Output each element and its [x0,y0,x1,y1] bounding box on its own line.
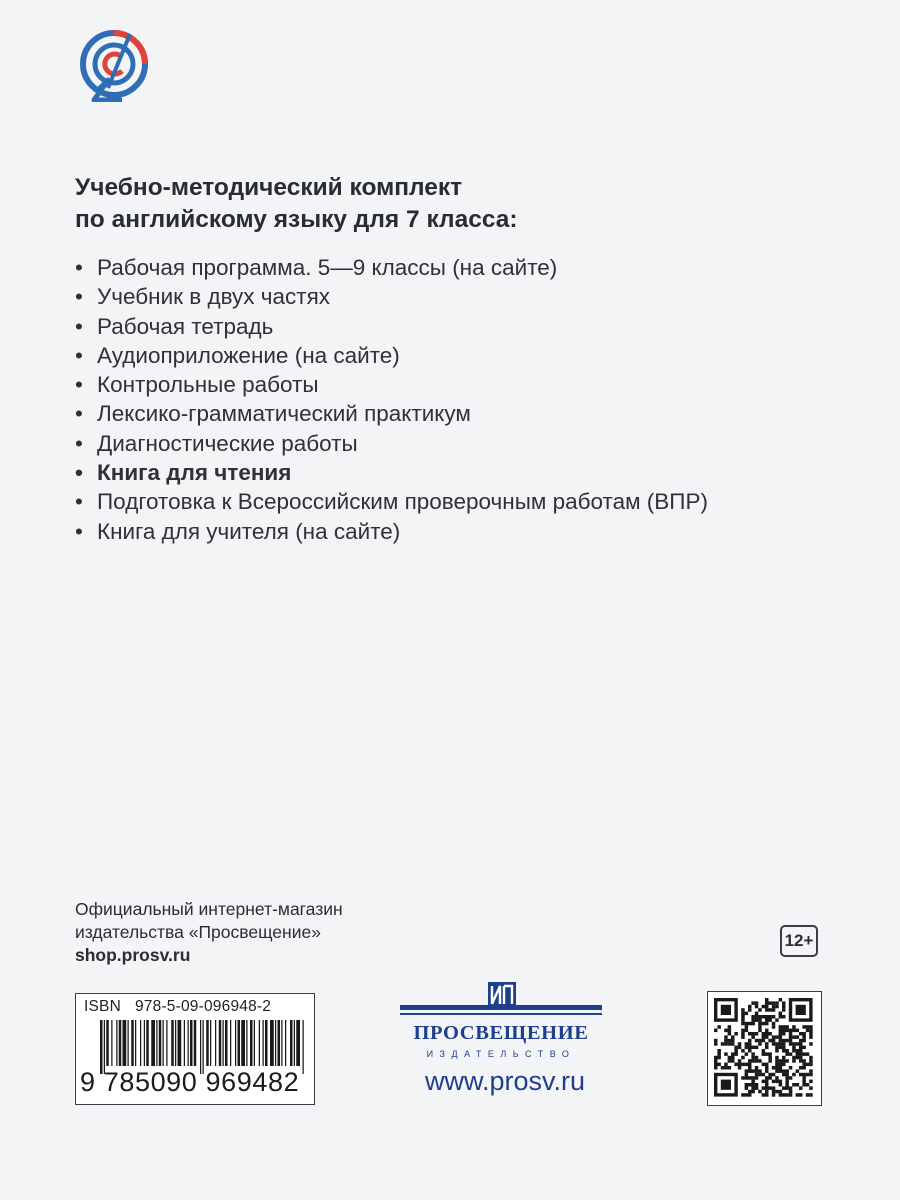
shop-line-2: издательства «Просвещение» [75,922,321,942]
list-item-highlighted [75,458,875,487]
publisher-subtitle: ИЗДАТЕЛЬСТВО [426,1049,576,1059]
kit-heading-line-1: Учебно-методический комплект [75,174,463,201]
bullet: • [75,284,83,310]
list-item-label: Рабочая программа. 5—9 классы (на сайте) [97,255,558,280]
age-rating-badge: 12+ [780,925,818,957]
kit-heading-line-2: по английскому языку для 7 класса: [75,206,518,233]
list-item [75,253,875,282]
kit-heading [75,172,835,236]
online-shop-info [75,898,495,967]
list-item-label: Лексико-грамматический практикум [97,401,471,427]
bullet: • [75,255,83,280]
isbn-barcode [75,993,315,1105]
isbn-label: ISBN [84,998,121,1015]
shop-line-1: Официальный интернет-магазин [75,899,343,919]
list-item-label: Аудиоприложение (на сайте) [97,342,400,368]
list-item [75,399,875,428]
list-item [75,370,875,399]
publisher-block [400,980,610,1105]
list-item-label: Учебник в двух частях [97,284,331,310]
bullet: • [75,401,83,427]
bullet: • [75,489,83,515]
list-item [75,341,875,370]
list-item-label: Книга для чтения [97,460,292,486]
list-item [75,487,875,516]
publisher-name: ПРОСВЕЩЕНИЕ [413,1022,589,1044]
bullet: • [75,372,83,398]
isbn-number: 978-5-09-096948-2 [134,998,272,1015]
kit-items-list [75,253,875,546]
list-item [75,429,875,458]
publisher-url-link[interactable]: www.prosv.ru [424,1066,586,1096]
list-item-label: Подготовка к Всероссийским проверочным работам (ВПР) [97,489,708,515]
list-item [75,282,875,311]
list-item-label: Контрольные работы [97,372,319,398]
qr-code[interactable] [707,991,822,1106]
bullet: • [75,460,83,486]
list-item [75,312,875,341]
bullet: • [75,430,83,456]
bullet: • [75,342,83,368]
publisher-logo-icon [400,980,602,1022]
list-item [75,517,875,546]
list-item-label: Диагностические работы [97,430,358,456]
qr-code-icon [708,992,820,1104]
bullet: • [75,313,83,339]
copyright-2-logo-icon [78,30,150,102]
shop-url-link[interactable]: shop.prosv.ru [75,945,191,965]
list-item-label: Рабочая тетрадь [97,313,274,339]
list-item-label: Книга для учителя (на сайте) [97,518,401,544]
barcode-digits: 9 785090 969482 [80,1067,300,1097]
bullet: • [75,518,83,544]
